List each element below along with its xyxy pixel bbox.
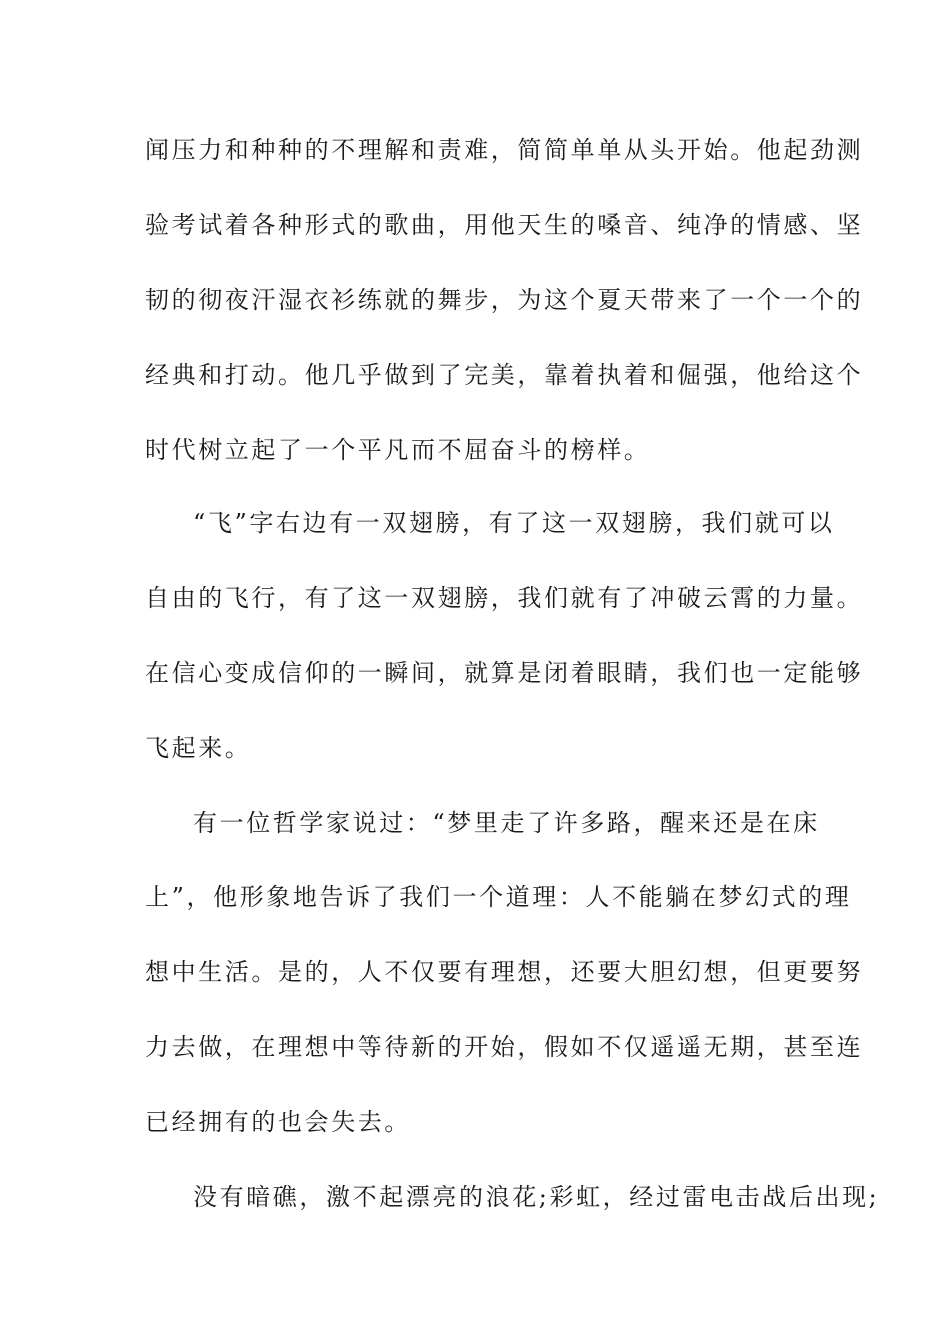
text-line: 自由的飞行，有了这一双翅膀，我们就有了冲破云霄的力量。 — [145, 584, 864, 612]
text-line: 力去做，在理想中等待新的开始，假如不仅遥遥无期，甚至连 — [145, 1033, 864, 1061]
text-line: 想中生活。是的，人不仅要有理想，还要大胆幻想，但更要努 — [145, 958, 864, 986]
text-line: 时代树立起了一个平凡而不屈奋斗的榜样。 — [145, 436, 651, 464]
text-line: 在信心变成信仰的一瞬间，就算是闭着眼睛，我们也一定能够 — [145, 659, 864, 687]
text-line: 韧的彻夜汗湿衣衫练就的舞步，为这个夏天带来了一个一个的 — [145, 286, 864, 314]
text-line: “飞”字右边有一双翅膀，有了这一双翅膀，我们就可以 — [193, 509, 835, 537]
text-line: 上”，他形象地告诉了我们一个道理：人不能躺在梦幻式的理 — [145, 883, 852, 911]
text-line: 有一位哲学家说过：“梦里走了许多路，醒来还是在床 — [193, 809, 820, 837]
text-line: 经典和打动。他几乎做到了完美，靠着执着和倔强，他给这个 — [145, 361, 864, 389]
text-line: 验考试着各种形式的歌曲，用他天生的嗓音、纯净的情感、坚 — [145, 211, 864, 239]
text-line: 已经拥有的也会失去。 — [145, 1108, 411, 1136]
text-line: 没有暗礁，激不起漂亮的浪花;彩虹，经过雷电击战后出现; — [193, 1183, 880, 1211]
text-line: 飞起来。 — [145, 734, 252, 762]
text-line: 闻压力和种种的不理解和责难，简简单单从头开始。他起劲测 — [145, 136, 864, 164]
